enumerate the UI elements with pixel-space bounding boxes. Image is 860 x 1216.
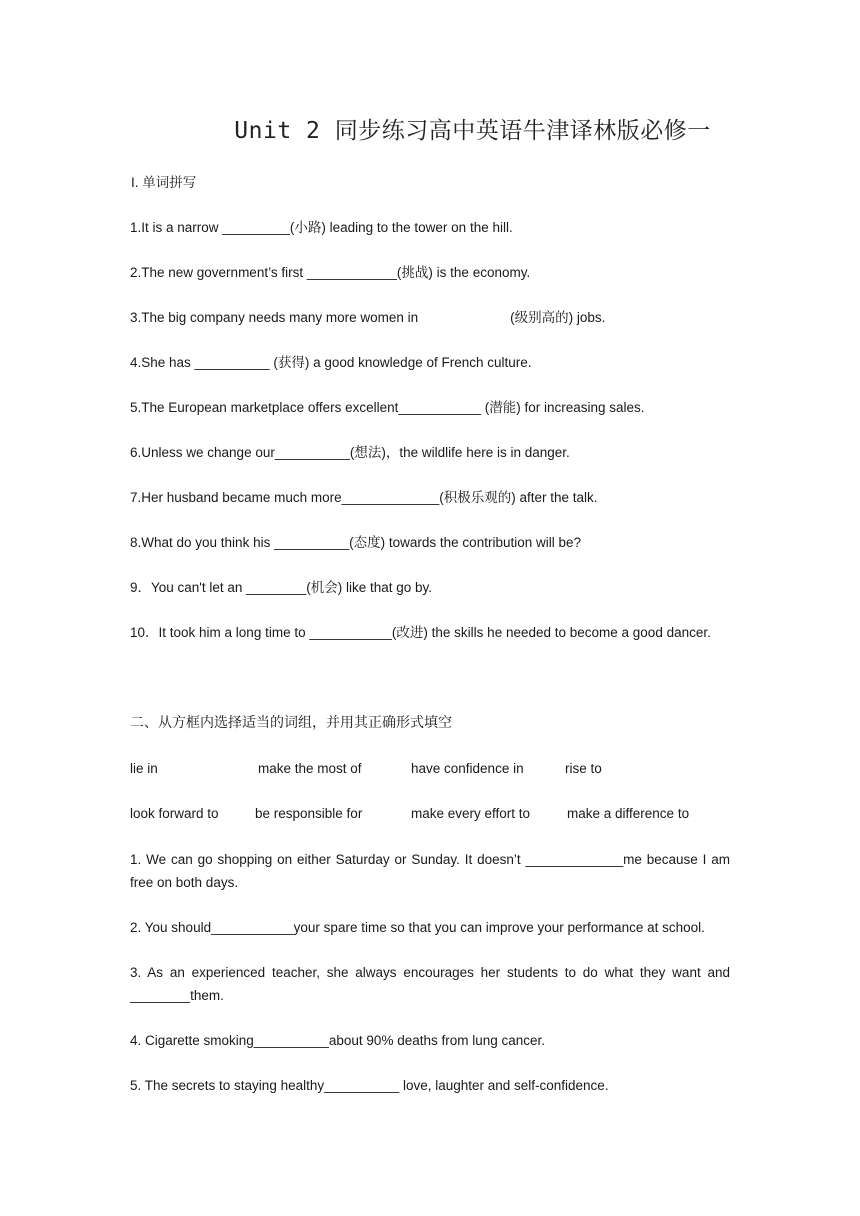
phrase-option: rise to: [565, 761, 602, 776]
fill-item-1: 1. We can go shopping on either Saturday or Sunday. It doesn’t _____________me because I am free on both days.: [130, 852, 730, 890]
spelling-item-8: 8.What do you think his __________(态度) towards the contribution will be?: [130, 535, 582, 550]
section2-heading: 二、从方框内选择适当的词组，并用其正确形式填空: [130, 715, 452, 731]
phrase-option: look forward to: [130, 806, 219, 821]
fill-item-3: 3. As an experienced teacher, she always encourages her students to do what they want and ________them.: [130, 965, 730, 1003]
spelling-item-6: 6.Unless we change our__________(想法)，the wildlife here is in danger.: [130, 445, 570, 460]
spelling-item-10: 10．It took him a long time to ___________(改进) the skills he needed to become a good dancer.: [130, 625, 711, 640]
spelling-item-3: [130, 309, 605, 327]
phrase-option: make every effort to: [411, 806, 531, 821]
spelling-item-7: 7.Her husband became much more_____________(积极乐观的) after the talk.: [130, 490, 598, 505]
spelling-item-9: 9．You can't let an ________(机会) like that go by.: [130, 580, 433, 595]
phrase-option: make the most of: [258, 761, 362, 776]
spelling-item-3-part2: (级别高的) jobs.: [510, 310, 606, 325]
spelling-item-2: 2.The new government’s first ____________(挑战) is the economy.: [130, 265, 531, 280]
phrase-option: make a difference to: [567, 806, 690, 821]
fill-item-4: 4. Cigarette smoking__________about 90% deaths from lung cancer.: [130, 1033, 546, 1048]
phrase-option: have confidence in: [411, 761, 524, 776]
fill-item-5: 5. The secrets to staying healthy__________ love, laughter and self-confidence.: [130, 1078, 609, 1093]
section1-heading: I. 单词拼写: [131, 175, 197, 190]
page-title: Unit 2 同步练习高中英语牛津译林版必修一: [234, 118, 711, 144]
phrase-option: be responsible for: [255, 806, 363, 821]
spelling-item-1: 1.It is a narrow _________(小路) leading to the tower on the hill.: [130, 220, 513, 235]
spelling-item-5: 5.The European marketplace offers excellent___________ (潜能) for increasing sales.: [130, 400, 645, 415]
spelling-item-4: 4.She has __________ (获得) a good knowledge of French culture.: [130, 355, 532, 370]
spelling-item-3-part1: 3.The big company needs many more women in: [130, 310, 419, 325]
fill-item-2: 2. You should___________your spare time so that you can improve your performance at school.: [130, 920, 705, 935]
phrase-option: lie in: [130, 761, 158, 776]
